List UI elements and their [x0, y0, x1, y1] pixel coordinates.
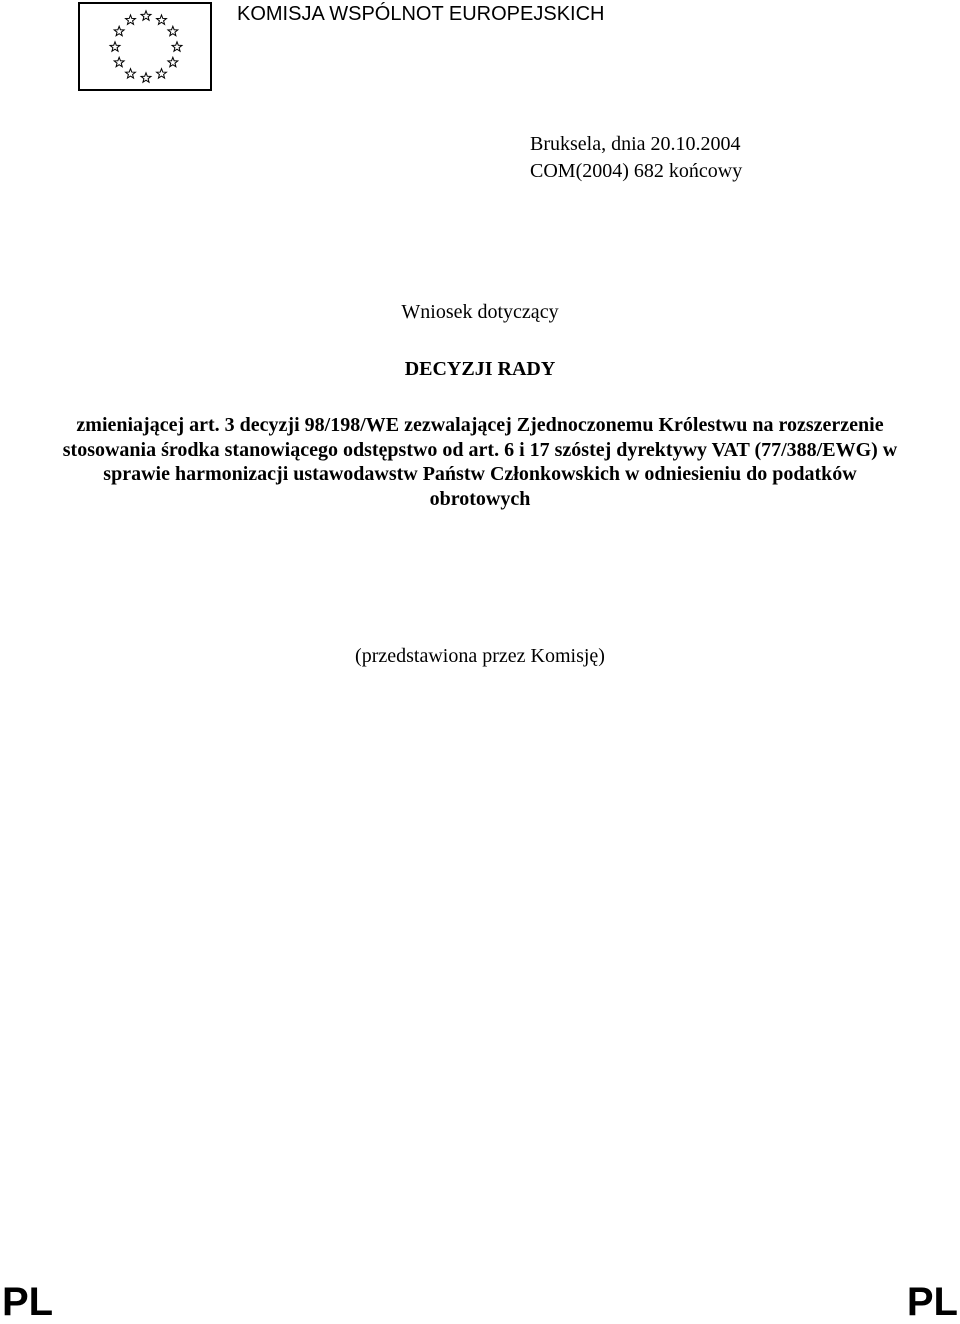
star-icon — [168, 57, 178, 66]
organization-name: KOMISJA WSPÓLNOT EUROPEJSKICH — [237, 3, 605, 25]
eu-stars-icon — [80, 4, 210, 89]
star-icon — [172, 42, 182, 51]
place-date: Bruksela, dnia 20.10.2004 — [530, 133, 741, 155]
document-reference: COM(2004) 682 końcowy — [530, 160, 743, 182]
document-subject: zmieniającej art. 3 decyzji 98/198/WE zezwalającej Zjednoczonemu Królestwu na rozszerzenie stosowania środka stanowiącego odstępstwo od art. 6 i 17 szóstej dyrektywy VAT (77/388/EWG) w sprawie harmonizacji ustawodawstw Państw Członkowskich w odniesieniu do podatków obrotowych — [62, 414, 898, 510]
star-icon — [114, 57, 124, 66]
star-icon — [110, 42, 120, 51]
document-type: DECYZJI RADY — [404, 358, 556, 380]
presented-by: (przedstawiona przez Komisję) — [355, 645, 605, 667]
star-icon — [141, 11, 151, 20]
star-icon — [157, 69, 167, 78]
language-code-left: PL — [2, 1280, 54, 1324]
proposal-label: Wniosek dotyczący — [401, 301, 559, 323]
eu-flag-emblem — [78, 2, 212, 91]
star-icon — [114, 26, 124, 35]
star-icon — [126, 69, 136, 78]
star-icon — [141, 73, 151, 82]
star-icon — [126, 15, 136, 24]
document-meta — [530, 131, 742, 185]
star-icon — [157, 15, 167, 24]
language-code-right: PL — [906, 1280, 958, 1324]
star-icon — [168, 26, 178, 35]
